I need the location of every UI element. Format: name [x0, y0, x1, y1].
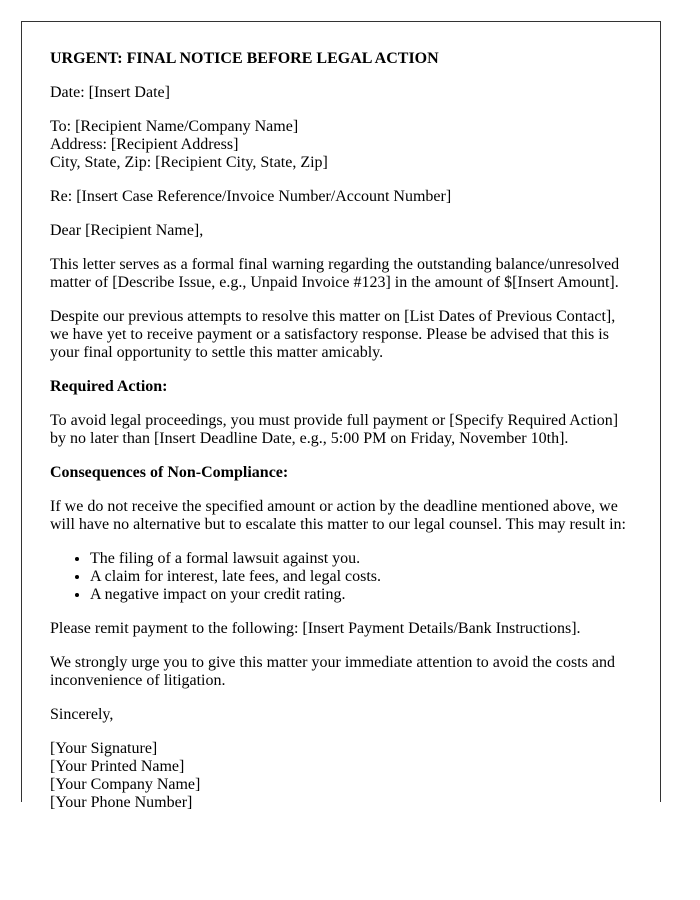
signature-block — [50, 740, 632, 812]
phone-number-line: [Your Phone Number] — [50, 794, 193, 811]
required-action-heading: Required Action: — [50, 378, 168, 395]
letter-heading: URGENT: FINAL NOTICE BEFORE LEGAL ACTION — [50, 50, 439, 67]
list-item-credit-rating: • A negative impact on your credit rating. — [90, 586, 632, 604]
recipient-city-state-zip-line: City, State, Zip: [Recipient City, State, Zip] — [50, 154, 328, 171]
recipient-to-line: To: [Recipient Name/Company Name] — [50, 118, 299, 135]
list-item-fees: • A claim for interest, late fees, and legal costs. — [90, 568, 632, 586]
reference-line: Re: [Insert Case Reference/Invoice Number/Account Number] — [50, 188, 452, 205]
company-name-line: [Your Company Name] — [50, 776, 201, 793]
signoff: Sincerely, — [50, 706, 114, 723]
recipient-block — [50, 118, 632, 172]
required-action-text: To avoid legal proceedings, you must provide full payment or [Specify Required Action] by no later than [Insert Deadline Date, e.g., 5:00 PM on Friday, November 10th]. — [50, 412, 619, 447]
consequences-intro: If we do not receive the specified amount or action by the deadline mentioned above, we will have no alternative but to escalate this matter to our legal counsel. This may result in: — [50, 498, 626, 533]
consequences-heading: Consequences of Non-Compliance: — [50, 464, 289, 481]
letter-document — [21, 21, 661, 811]
body-paragraph-previous-attempts: Despite our previous attempts to resolve this matter on [List Dates of Previous Contact], we have yet to receive payment or a satisfactory response. Please be advised that this is your final opportunity to settle this matter amicably. — [50, 308, 616, 361]
recipient-address-line: Address: [Recipient Address] — [50, 136, 239, 153]
date-line: Date: [Insert Date] — [50, 84, 170, 101]
printed-name-line: [Your Printed Name] — [50, 758, 185, 775]
body-paragraph-warning: This letter serves as a formal final warning regarding the outstanding balance/unresolved matter of [Describe Issue, e.g., Unpaid Invoice #123] in the amount of $[Insert Amount]. — [50, 256, 620, 291]
payment-instruction: Please remit payment to the following: [Insert Payment Details/Bank Instructions]. — [50, 620, 581, 637]
closing-paragraph: We strongly urge you to give this matter your immediate attention to avoid the costs and inconvenience of litigation. — [50, 654, 615, 689]
consequences-list — [50, 550, 632, 604]
list-item-lawsuit: • The filing of a formal lawsuit against you. — [90, 550, 632, 568]
salutation: Dear [Recipient Name], — [50, 222, 204, 239]
signature-line: [Your Signature] — [50, 740, 158, 757]
